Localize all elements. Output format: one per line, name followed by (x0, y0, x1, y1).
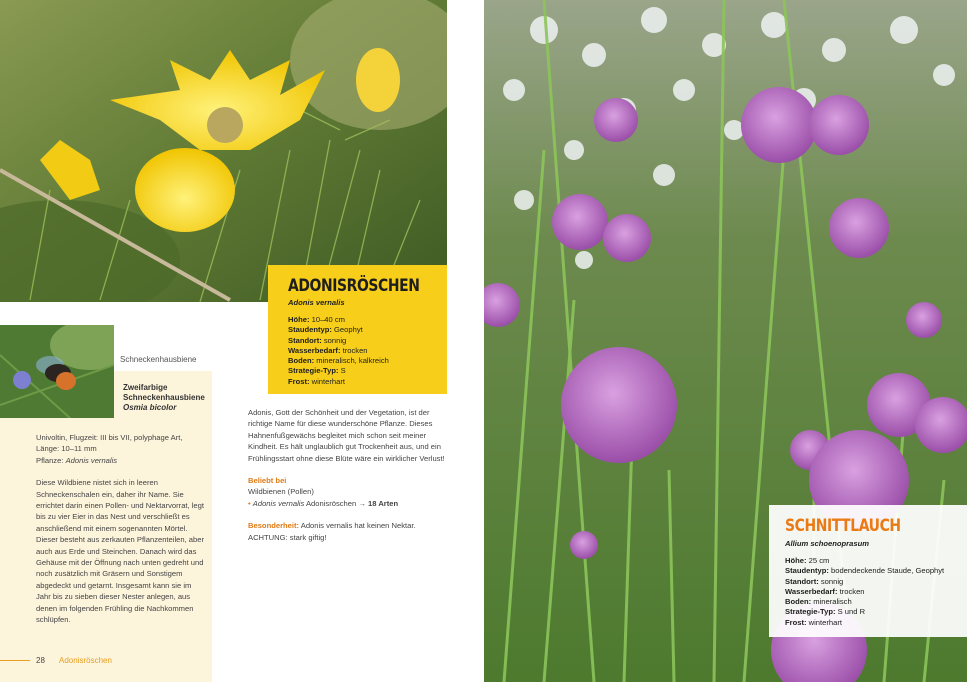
beliebt-block (248, 475, 448, 509)
species-facts-1: Univoltin, Flugzeit: III bis VII, polyphage Art, (36, 433, 183, 442)
fact-row: Frost: winterhart (785, 617, 842, 627)
warning-text: ACHTUNG: stark giftig! (248, 532, 327, 542)
beliebt-label: Beliebt bei (248, 476, 287, 486)
adonis-title: ADONISRÖSCHEN (288, 276, 420, 296)
sidebar-text (36, 432, 206, 637)
bullet: • (248, 498, 251, 508)
species-description: Diese Wildbiene nistet sich in leeren Schneckenschalen ein, daher ihr Name. Sie errichtet darin einen Pollen- und Nektarvorrat, legt bis zu vier Eier in das Nest und verschließt es anschließend mit einem sogenannten Mörtel. Dieser besteht aus zerkauten Pflanzenteilen, aber auch aus Erde und Steinchen. Danach wird das Gehäuse mit der Öffnung nach unten gedreht und noch zusätzlich mit Gräsern und Sonstigem abgedeckt und getarnt. Insgesamt kann sie im Jahr bis zu sieben dieser Nester anlegen, aus denen im folgenden Frühling die Nachkommen schlüpfen. (36, 478, 205, 625)
species-label: Schneckenhausbiene (120, 355, 197, 364)
footer-title: Adonisröschen (59, 656, 112, 665)
adonis-latin: Adonis vernalis (288, 298, 345, 307)
besonderheit-block: Besonderheit: Adonis vernalis hat keinen Nektar. ACHTUNG: stark giftig! (248, 521, 416, 542)
fact-row: Frost: winterhart (288, 376, 345, 386)
fact-row: Boden: mineralisch (785, 597, 852, 607)
fact-row: Boden: mineralisch, kalkreich (288, 356, 389, 366)
schnittlauch-title: SCHNITTLAUCH (785, 516, 901, 536)
adonis-facts (288, 315, 447, 387)
species-plant-value: Adonis vernalis (65, 455, 118, 465)
species-name-line1: Zweifarbige (123, 383, 168, 392)
species-facts-2: Länge: 10–11 mm (36, 444, 97, 454)
adonis-intro: Adonis, Gott der Schönheit und der Vegetation, ist der richtige Name für diese wunderschöne Pflanze. Dieses Hahnenfußgewächs begleitet mich schon seit meiner Kindheit. Es hält unglaublich gut Trockenheit aus, und ein Frühlingsstart ohne diese Blüte wäre ein wirklicher Verlust! (248, 408, 445, 463)
fact-row: Staudentyp: Geophyt (288, 325, 363, 335)
beliebt-list-item: • Adonis vernalis Adonisröschen → 18 Arten (248, 498, 399, 508)
beliebt-value: Wildbienen (Pollen) (248, 487, 314, 497)
schnittlauch-latin: Allium schoenoprasum (785, 539, 869, 548)
arrow-icon: → (358, 498, 366, 508)
fact-row: Strategie-Typ: S und R (785, 607, 866, 617)
fact-row: Wasserbedarf: trocken (785, 586, 865, 596)
species-plant-label: Pflanze: (36, 455, 64, 465)
species-box (114, 371, 212, 418)
fact-row: Staudentyp: bodendeckende Staude, Geophyt (785, 566, 945, 576)
fact-row: Höhe: 10–40 cm (288, 315, 345, 324)
fact-row: Höhe: 25 cm (785, 556, 830, 565)
species-name-line2: Schneckenhausbiene (123, 393, 205, 402)
adonis-info-box (268, 265, 447, 394)
adonis-main-text (248, 407, 448, 543)
page-number: 28 (36, 656, 45, 665)
bee-photo (0, 325, 114, 418)
besonderheit-label: Besonderheit: (248, 521, 300, 531)
footer-rule (0, 660, 30, 661)
fact-row: Standort: sonnig (785, 576, 844, 586)
schnittlauch-facts (785, 556, 967, 628)
adonis-photo (0, 0, 447, 302)
fact-row: Strategie-Typ: S (288, 366, 346, 376)
fact-row: Wasserbedarf: trocken (288, 345, 368, 355)
species-latin: Osmia bicolor (123, 403, 177, 412)
schnittlauch-info-box (769, 505, 967, 637)
fact-row: Standort: sonnig (288, 335, 347, 345)
